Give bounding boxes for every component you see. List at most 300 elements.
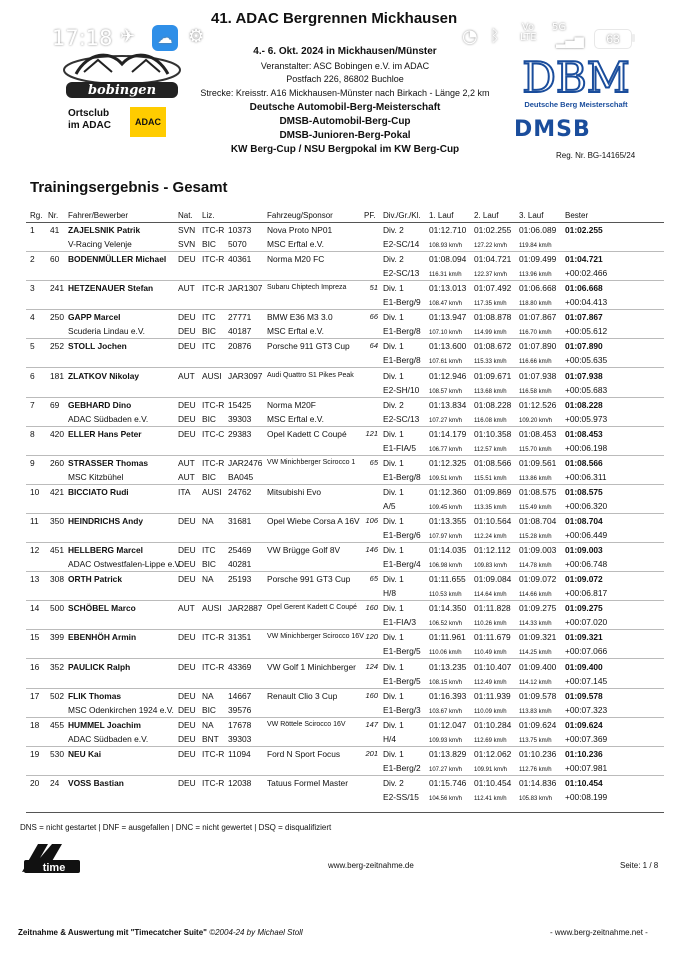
cell-entrant: MSC Kitzbühel: [68, 471, 124, 482]
cell-klasse: E2-SH/10: [383, 384, 420, 395]
cell-best: 01:09.275: [565, 603, 603, 614]
cell-s3: 115.70 km/h: [519, 446, 552, 453]
cell-t2: 01:07.492: [474, 283, 512, 294]
cell-t3: 01:08.453: [519, 428, 557, 439]
cell-s3: 116.70 km/h: [519, 330, 552, 337]
row-divider: [26, 746, 664, 747]
dmsb-logo: DMSB: [514, 117, 591, 142]
cell-best: 01:08.575: [565, 486, 603, 497]
cell-s1: 106.98 km/h: [429, 563, 463, 570]
signal-icon: ▂▄▆: [556, 34, 584, 48]
cell-s2: 115.33 km/h: [474, 359, 507, 366]
cell-best: 01:09.003: [565, 545, 603, 556]
cell-s2: 112.24 km/h: [474, 534, 507, 540]
cell-best: 01:09.321: [565, 632, 603, 643]
cell-s3: 115.49 km/h: [519, 504, 552, 511]
cell-nat: AUT: [178, 457, 195, 468]
cell-best: 01:07.867: [565, 312, 603, 323]
cell-t3: 01:09.321: [519, 632, 557, 643]
cell-gap: +00:07.369: [565, 733, 608, 744]
cell-gap: +00:07.145: [565, 675, 608, 686]
championship-title-1: Deutsche Automobil-Berg-Meisterschaft: [249, 102, 441, 113]
cell-t3: 01:09.003: [519, 545, 557, 556]
cell-t2: 01:09.671: [474, 370, 512, 381]
cell-t2: 01:10.454: [474, 777, 512, 788]
cell-gap: +00:06.198: [565, 442, 608, 453]
cell-gap: +00:05.683: [565, 384, 608, 395]
cell-klasse: E1-Berg/9: [383, 297, 421, 308]
cell-nat2: DEU: [178, 559, 196, 570]
cell-t1: 01:13.834: [429, 399, 467, 410]
cell-klasse: E2-SC/13: [383, 413, 420, 424]
row-divider: [26, 367, 664, 368]
cell-gap: +00:06.817: [565, 588, 608, 599]
cell-s1: 107.27 km/h: [429, 417, 463, 424]
cell-s2: 113.68 km/h: [474, 388, 507, 395]
cell-t3: 01:09.400: [519, 661, 557, 672]
row-divider: [26, 600, 664, 601]
cell-gap: +00:05.973: [565, 413, 608, 424]
cell-driver: GEBHARD Dino: [68, 399, 132, 410]
cell-gap: +00:08.199: [565, 791, 608, 802]
cell-div: Div. 1: [383, 370, 404, 381]
cell-t3: 01:09.499: [519, 254, 557, 265]
result-row: [0, 254, 679, 282]
cell-liz-nr: 17678: [228, 719, 252, 730]
cell-s3: 114.25 km/h: [519, 650, 552, 657]
col-header-rank: Rg.: [30, 211, 43, 220]
event-track: Strecke: Kreisstr. A16 Mickhausen-Münster nach Birkach - Länge 2,2 km: [200, 88, 490, 98]
row-divider: [26, 338, 664, 339]
cell-best: 01:09.072: [565, 574, 603, 585]
timing-logo: [18, 838, 84, 874]
cell-car: VW Golf 1 Minichberger: [267, 661, 356, 672]
cell-liz: ITC-R: [202, 254, 225, 265]
cell-nr: 60: [50, 254, 60, 265]
cell-klasse: E1-Berg/8: [383, 471, 421, 482]
cell-rg: 12: [30, 545, 40, 556]
cell-nat: DEU: [178, 777, 196, 788]
cell-nr: 350: [50, 516, 64, 526]
cell-best: 01:10.454: [565, 777, 603, 788]
cell-t1: 01:13.355: [429, 516, 467, 526]
cell-car: Opel Kadett C Coupé: [267, 428, 347, 439]
cell-s2: 114.99 km/h: [474, 330, 507, 337]
cell-t1: 01:12.360: [429, 486, 467, 497]
cell-nat: AUT: [178, 283, 195, 294]
page-number: Seite: 1 / 8: [620, 861, 659, 870]
cell-car: VW Minichberger Scirocco 1: [267, 458, 356, 466]
cell-gap: +00:05.635: [565, 355, 608, 366]
cell-klasse: E1-Berg/2: [383, 762, 421, 773]
cell-t1: 01:12.047: [429, 719, 467, 730]
cell-pf: 64: [369, 341, 378, 351]
cell-t2: 01:10.407: [474, 661, 512, 672]
cell-car: Mitsubishi Evo: [267, 486, 321, 497]
cell-driver: PAULICK Ralph: [68, 661, 131, 672]
cell-div: Div. 1: [383, 574, 404, 585]
cell-klasse: E1-Berg/8: [383, 326, 421, 337]
row-divider: [26, 426, 664, 427]
event-postfach: Postfach 226, 86802 Buchloe: [286, 74, 404, 84]
cell-gap: +00:04.413: [565, 297, 608, 308]
col-header-pf: PF.: [364, 211, 376, 220]
cell-driver: STOLL Jochen: [68, 341, 127, 352]
row-divider: [26, 775, 664, 776]
row-divider: [26, 309, 664, 310]
cell-liz-nr: 11094: [228, 748, 251, 759]
settings-gear-icon: ⚙: [188, 26, 205, 47]
cell-nat: DEU: [178, 312, 196, 323]
cell-nat: DEU: [178, 661, 196, 672]
cell-s1: 107.61 km/h: [429, 359, 463, 366]
cell-s2: 112.57 km/h: [474, 446, 507, 453]
cell-nat2: DEU: [178, 413, 196, 424]
cell-t3: 01:09.275: [519, 603, 557, 614]
cell-liz-nr: 40361: [228, 254, 252, 265]
cell-nr: 260: [50, 457, 64, 468]
cell-s2: 116.08 km/h: [474, 417, 507, 424]
event-title: 41. ADAC Bergrennen Mickhausen: [211, 10, 458, 27]
cell-s3: 116.66 km/h: [519, 359, 552, 366]
cell-nr: 502: [50, 690, 64, 701]
cell-nat: DEU: [178, 719, 196, 730]
cell-pf: 106: [365, 516, 378, 525]
cell-nat: DEU: [178, 574, 196, 585]
col-header-class: Div./Gr./Kl.: [383, 211, 421, 220]
cell-car: VW Brügge Golf 8V: [267, 545, 341, 556]
cell-entrant: V-Racing Velenje: [68, 239, 132, 249]
cell-s1: 104.56 km/h: [429, 795, 463, 802]
cell-t1: 01:12.710: [429, 225, 467, 235]
cell-div: Div. 1: [383, 690, 404, 701]
cell-liz-nr: 12038: [228, 777, 252, 788]
cell-gap: +00:07.066: [565, 646, 608, 657]
cell-div: Div. 1: [383, 748, 404, 759]
cell-t3: 01:09.578: [519, 690, 557, 701]
cell-nat: DEU: [178, 748, 196, 759]
cell-div: Div. 2: [383, 254, 404, 265]
cell-div: Div. 1: [383, 545, 404, 556]
cell-nr: 252: [50, 341, 64, 352]
cell-car: Opel Wiebe Corsa A 16V: [267, 516, 360, 526]
cell-liz2: BIC: [202, 471, 216, 482]
cell-entrant: MSC Odenkirchen 1924 e.V.: [68, 704, 174, 715]
row-divider: [26, 571, 664, 572]
cell-nr: 420: [50, 428, 64, 439]
cell-liz: AUSI: [202, 486, 222, 497]
cell-rg: 11: [30, 516, 39, 526]
cell-t2: 01:08.566: [474, 457, 512, 468]
row-divider: [26, 717, 664, 718]
cell-driver: HETZENAUER Stefan: [68, 283, 154, 294]
cell-driver: VOSS Bastian: [68, 777, 124, 788]
cell-best: 01:10.236: [565, 748, 603, 759]
cell-rg: 13: [30, 574, 40, 585]
result-row: [0, 458, 679, 486]
cell-t3: 01:09.624: [519, 719, 557, 730]
cell-liz-nr: JAR3097: [228, 370, 263, 381]
cell-t2: 01:10.564: [474, 516, 512, 526]
cell-nr: 69: [50, 399, 60, 410]
result-row: [0, 662, 679, 690]
cell-s1: 109.93 km/h: [429, 737, 463, 744]
cell-t3: 01:06.668: [519, 283, 557, 294]
cell-liz: NA: [202, 690, 214, 701]
col-header-best: Bester: [565, 211, 589, 220]
cell-div: Div. 1: [383, 486, 404, 497]
cell-pf: 147: [365, 719, 378, 729]
cell-gap: +00:02.466: [565, 268, 608, 279]
cell-klasse: E1-FIA/3: [383, 617, 417, 628]
cell-nr: 530: [50, 748, 64, 759]
cell-liz-nr2: 40187: [228, 326, 252, 337]
cell-nat: DEU: [178, 399, 196, 410]
cell-s3: 114.33 km/h: [519, 621, 552, 628]
row-divider: [26, 484, 664, 485]
cell-nat2: SVN: [178, 239, 196, 249]
cell-car: Norma M20 FC: [267, 254, 325, 265]
cell-driver: HUMMEL Joachim: [68, 719, 141, 730]
cell-s3: 114.12 km/h: [519, 679, 552, 686]
cell-liz: NA: [202, 574, 214, 585]
cell-t3: 01:07.890: [519, 341, 557, 352]
result-row: [0, 720, 679, 748]
cell-driver: ZLATKOV Nikolay: [68, 370, 140, 381]
result-row: [0, 371, 679, 399]
cell-best: 01:09.578: [565, 690, 603, 701]
cell-driver: NEU Kai: [68, 748, 102, 759]
cell-liz2: BIC: [202, 413, 216, 424]
cell-t2: 01:11.939: [474, 690, 511, 701]
cell-driver: BODENMÜLLER Michael: [68, 254, 167, 265]
dbm-logo: [512, 52, 640, 112]
cell-s2: 115.51 km/h: [474, 475, 507, 482]
cell-t1: 01:12.946: [429, 370, 467, 381]
cell-s3: 114.66 km/h: [519, 592, 552, 599]
cell-best: 01:08.228: [565, 399, 603, 410]
cell-t1: 01:13.235: [429, 661, 467, 672]
col-header-run1: 1. Lauf: [429, 211, 454, 220]
cell-rg: 7: [30, 399, 35, 410]
cell-t1: 01:13.947: [429, 312, 467, 323]
cell-entrant: ADAC Südbaden e.V.: [68, 733, 149, 744]
cell-div: Div. 1: [383, 603, 404, 614]
dbm-logo-letters: DBM: [522, 53, 630, 102]
cell-t2: 01:02.255: [474, 225, 512, 235]
cell-driver: FLIK Thomas: [68, 690, 122, 701]
cell-div: Div. 2: [383, 225, 404, 235]
cell-liz-nr: 15425: [228, 399, 252, 410]
cell-t3: 01:08.704: [519, 516, 557, 526]
cell-rg: 9: [30, 457, 35, 468]
cell-s3: 113.75 km/h: [519, 737, 552, 744]
cell-pf: 160: [365, 690, 378, 700]
result-row: [0, 632, 679, 660]
cell-car: Porsche 991 GT3 Cup: [267, 574, 351, 585]
cell-nr: 41: [50, 225, 60, 235]
table-bottom-divider: [26, 812, 664, 813]
result-row: [0, 283, 679, 311]
cell-t1: 01:14.035: [429, 545, 467, 556]
cell-car: Renault Clio 3 Cup: [267, 690, 338, 701]
footer-credit: [18, 928, 303, 937]
cell-s2: 112.41 km/h: [474, 795, 507, 802]
cell-klasse: E1-Berg/6: [383, 530, 421, 540]
adac-logo: ADAC: [130, 107, 166, 137]
cell-s3: 109.20 km/h: [519, 417, 553, 424]
ortsclub-line-2: im ADAC: [68, 120, 111, 131]
cell-liz2: BIC: [202, 239, 216, 249]
cell-entrant: ADAC Südbaden e.V.: [68, 413, 149, 424]
result-row: [0, 778, 679, 806]
cell-nr: 399: [50, 632, 64, 643]
cell-nr: 250: [50, 312, 64, 323]
cell-sponsor: MSC Erftal e.V.: [267, 413, 324, 424]
cell-pf: 201: [365, 748, 378, 758]
championship-title-4: KW Berg-Cup / NSU Bergpokal im KW Berg-Cup: [230, 144, 460, 155]
cell-t2: 01:12.062: [474, 748, 512, 759]
cell-klasse: E1-FIA/5: [383, 442, 417, 453]
row-divider: [26, 542, 664, 543]
cell-nat: DEU: [178, 341, 196, 352]
cell-gap: +00:07.981: [565, 762, 608, 773]
cell-liz-nr: JAR2887: [228, 603, 263, 614]
cell-liz: ITC-R: [202, 225, 225, 235]
cell-rg: 17: [30, 690, 40, 701]
cell-car: Subaru Chiptech Impreza: [267, 284, 347, 292]
cell-klasse: E1-Berg/4: [383, 559, 421, 570]
cell-liz-nr: 10373: [228, 225, 252, 235]
cell-nr: 500: [50, 603, 64, 614]
page-title: Trainingsergebnis - Gesamt: [30, 179, 228, 196]
cell-klasse: E1-Berg/3: [383, 704, 421, 715]
cell-t3: 01:10.236: [519, 748, 557, 759]
cell-t1: 01:11.961: [429, 632, 466, 643]
cell-liz2: BNT: [202, 733, 219, 744]
cell-nat: SVN: [178, 225, 196, 235]
cell-nat: DEU: [178, 632, 196, 643]
bluetooth-icon: ᛒ: [490, 26, 500, 45]
cell-best: 01:06.668: [565, 283, 603, 294]
cell-s1: 109.51 km/h: [429, 475, 463, 482]
cell-s3: 113.96 km/h: [519, 272, 552, 279]
cell-best: 01:08.453: [565, 428, 603, 439]
cell-s1: 106.52 km/h: [429, 621, 463, 628]
cell-div: Div. 1: [383, 428, 404, 439]
result-row: [0, 341, 679, 369]
cell-rg: 1: [30, 225, 35, 235]
cell-s3: 116.58 km/h: [519, 388, 552, 395]
cell-car: Porsche 911 GT3 Cup: [267, 341, 350, 352]
cell-driver: ORTH Patrick: [68, 574, 122, 585]
cell-s1: 109.45 km/h: [429, 504, 463, 511]
cell-gap: +00:06.449: [565, 530, 608, 540]
cell-car: VW Röttele Scirocco 16V: [267, 720, 346, 728]
result-row: [0, 429, 679, 457]
championship-title-2: DMSB-Automobil-Berg-Cup: [279, 116, 411, 127]
cell-liz-nr: 31351: [228, 632, 252, 643]
result-row: [0, 603, 679, 631]
cell-rg: 16: [30, 661, 40, 672]
result-row: [0, 225, 679, 253]
cell-rg: 10: [30, 486, 40, 497]
cell-liz: ITC-R: [202, 283, 225, 294]
alarm-icon: ◔: [462, 26, 478, 47]
cell-nr: 308: [50, 574, 64, 585]
cell-t1: 01:11.655: [429, 574, 466, 585]
cell-div: Div. 2: [383, 777, 404, 788]
cell-s2: 127.22 km/h: [474, 243, 508, 249]
cell-liz-nr: 25469: [228, 545, 252, 556]
cell-liz: ITC: [202, 341, 216, 352]
cell-pf: 146: [365, 545, 378, 555]
cell-t2: 01:04.721: [474, 254, 512, 265]
cell-nr: 451: [50, 545, 64, 556]
cell-t2: 01:09.869: [474, 486, 512, 497]
cell-s1: 108.15 km/h: [429, 679, 463, 686]
row-divider: [26, 397, 664, 398]
cell-t2: 01:10.284: [474, 719, 512, 730]
col-header-number: Nr.: [48, 211, 59, 220]
cell-gap: +00:07.020: [565, 617, 608, 628]
cell-t1: 01:13.013: [429, 283, 467, 294]
cell-nat2: DEU: [178, 704, 196, 715]
cell-s3: 118.80 km/h: [519, 301, 552, 308]
cell-nat: AUT: [178, 603, 195, 614]
cell-liz-nr2: 39303: [228, 413, 252, 424]
cell-t2: 01:10.358: [474, 428, 512, 439]
row-divider: [26, 280, 664, 281]
footer-credit-suffix: ©2004-24 by Michael Stoll: [209, 928, 303, 937]
cell-t3: 01:09.561: [519, 457, 557, 468]
cell-klasse: E1-Berg/5: [383, 675, 421, 686]
footer-url[interactable]: www.berg-zeitnahme.de: [328, 861, 414, 870]
cell-t1: 01:15.746: [429, 777, 467, 788]
bobingen-logo: [58, 46, 186, 102]
battery-tip-icon: [632, 34, 635, 42]
cell-liz-nr: 20876: [228, 341, 252, 352]
cell-s1: 108.47 km/h: [429, 301, 463, 308]
bobingen-logo-text: bobingen: [87, 83, 157, 98]
cell-div: Div. 1: [383, 312, 404, 323]
cell-s2: 110.26 km/h: [474, 621, 507, 628]
cell-car: Ford N Sport Focus: [267, 748, 341, 759]
cell-nr: 241: [50, 283, 64, 294]
cell-s2: 109.83 km/h: [474, 563, 508, 570]
footer-link[interactable]: - www.berg-zeitnahme.net -: [550, 928, 648, 937]
cell-klasse: E2-SC/14: [383, 239, 420, 249]
cell-liz: ITC-R: [202, 632, 225, 643]
cell-pf: 65: [369, 574, 378, 584]
cell-driver: ZAJELSNIK Patrik: [68, 225, 141, 235]
cell-gap: +00:05.612: [565, 326, 608, 337]
event-organizer: Veranstalter: ASC Bobingen e.V. im ADAC: [260, 61, 430, 71]
row-divider: [26, 629, 664, 630]
cell-best: 01:07.890: [565, 341, 603, 352]
cell-s3: 113.83 km/h: [519, 708, 552, 715]
cell-best: 01:02.255: [565, 225, 603, 235]
cell-div: Div. 2: [383, 399, 404, 410]
cell-t1: 01:14.179: [429, 428, 467, 439]
cell-t3: 01:08.575: [519, 486, 557, 497]
cell-liz2: BIC: [202, 559, 216, 570]
registration-number: Reg. Nr. BG-14165/24: [556, 151, 636, 160]
cell-nr: 352: [50, 661, 64, 672]
cell-s2: 122.37 km/h: [474, 272, 508, 279]
result-row: [0, 691, 679, 719]
cell-klasse: H/8: [383, 588, 397, 599]
